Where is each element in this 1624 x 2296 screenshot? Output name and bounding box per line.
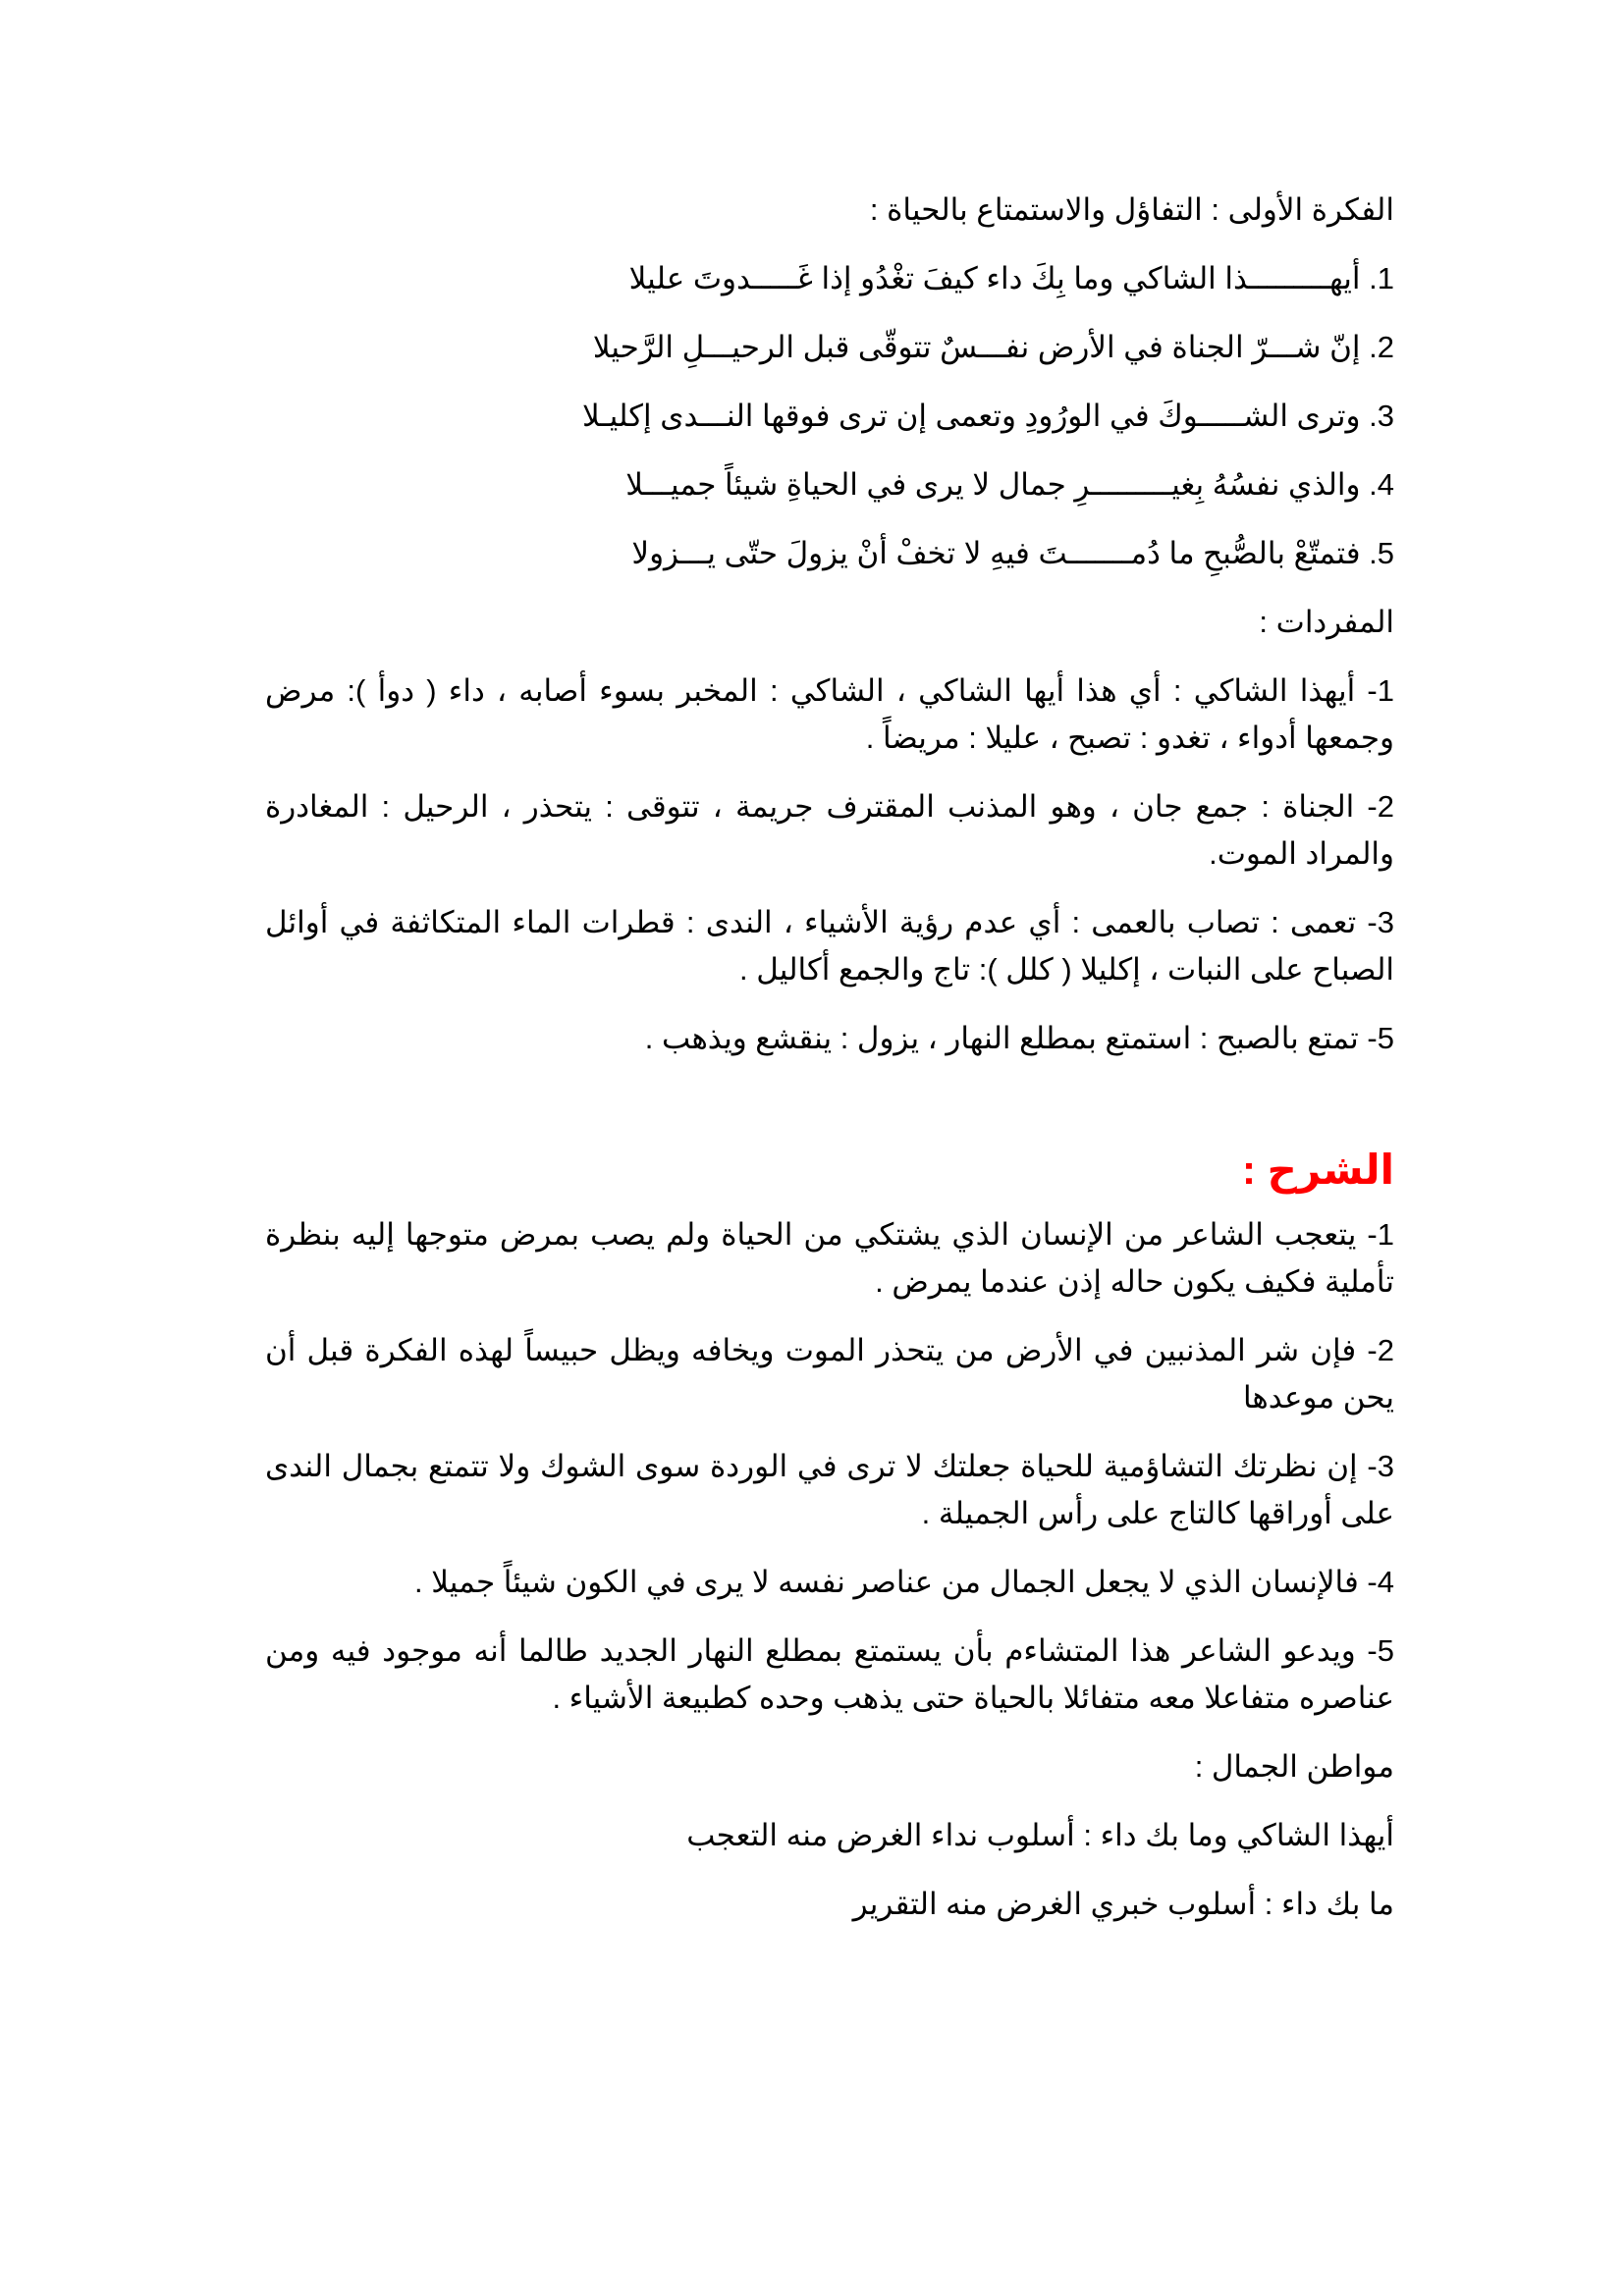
explanation-item-5: 5- ويدعو الشاعر هذا المتشاءم بأن يستمتع بمطلع النهار الجديد طالما أنه موجود فيه ومن عناصره متفاعلا معه متفائلا بالحياة حتى يذهب وحده كطبيعة الأشياء .	[265, 1633, 1394, 1715]
document-page	[265, 187, 1394, 1949]
vocab-item-2: 2- الجناة : جمع جان ، وهو المذنب المقترف جريمة ، تتوقى : يتحذر ، الرحيل : المغادرة والمراد الموت.	[265, 789, 1394, 871]
verse-1: 1. أيهـــــــــذا الشاكي وما بِكَ داء كيفَ تغْدُو إذا غَـــــدوتَ عليلا	[628, 261, 1394, 295]
vocab-heading: المفردات :	[1259, 605, 1394, 639]
vocab-item-1: 1- أيهذا الشاكي : أي هذا أيها الشاكي ، الشاكي : المخبر بسوء أصابه ، داء ( دوأ ): مرض وجمعها أدواء ، تغدو : تصبح ، عليلا : مريضاً .	[265, 673, 1394, 755]
verse-5: 5. فتمتّعْ بالصُّبحِ ما دُمـــــــتَ فيهِ لا تخفْ أنْ يزولَ حتّى يـــزولا	[631, 536, 1394, 570]
verse-2: 2. إنّ شـــرّ الجناة في الأرض نفـــسٌ تتوقّى قبل الرحيـــلِ الرَّحيلا	[592, 330, 1394, 364]
idea-heading: الفكرة الأولى : التفاؤل والاستمتاع بالحياة :	[869, 192, 1394, 227]
vocab-item-5: 5- تمتع بالصبح : استمتع بمطلع النهار ، يزول : ينقشع ويذهب .	[644, 1021, 1394, 1055]
verse-4: 4. والذي نفسُهُ بِغيـــــــــرِ جمال لا يرى في الحياةِ شيئاً جميـــلا	[625, 467, 1394, 502]
beauty-heading: مواطن الجمال :	[1194, 1749, 1394, 1784]
beauty-item-2: ما بك داء : أسلوب خبري الغرض منه التقرير	[852, 1887, 1394, 1921]
beauty-item-1: أيهذا الشاكي وما بك داء : أسلوب نداء الغرض منه التعجب	[686, 1818, 1394, 1852]
explanation-heading: الشرح :	[1242, 1147, 1394, 1193]
explanation-item-2: 2- فإن شر المذنبين في الأرض من يتحذر الموت ويخافه ويظل حبيساً لهذه الفكرة قبل أن يحن موعدها	[265, 1333, 1394, 1415]
explanation-item-1: 1- يتعجب الشاعر من الإنسان الذي يشتكي من الحياة ولم يصب بمرض متوجها إليه بنظرة تأملية فكيف يكون حاله إذن عندما يمرض .	[265, 1217, 1394, 1299]
explanation-item-3: 3- إن نظرتك التشاؤمية للحياة جعلتك لا ترى في الوردة سوى الشوك ولا تتمتع بجمال الندى على أوراقها كالتاج على رأس الجميلة .	[265, 1449, 1394, 1530]
explanation-item-4: 4- فالإنسان الذي لا يجعل الجمال من عناصر نفسه لا يرى في الكون شيئاً جميلا .	[414, 1565, 1394, 1599]
vocab-item-3: 3- تعمى : تصاب بالعمى : أي عدم رؤية الأشياء ، الندى : قطرات الماء المتكاثفة في أوائل الصباح على النبات ، إكليلا ( كلل ): تاج والجمع أكاليل .	[265, 905, 1394, 987]
verse-3: 3. وترى الشـــــوكَ في الورُودِ وتعمى إن ترى فوقها النـــدى إكليـلا	[582, 399, 1394, 433]
